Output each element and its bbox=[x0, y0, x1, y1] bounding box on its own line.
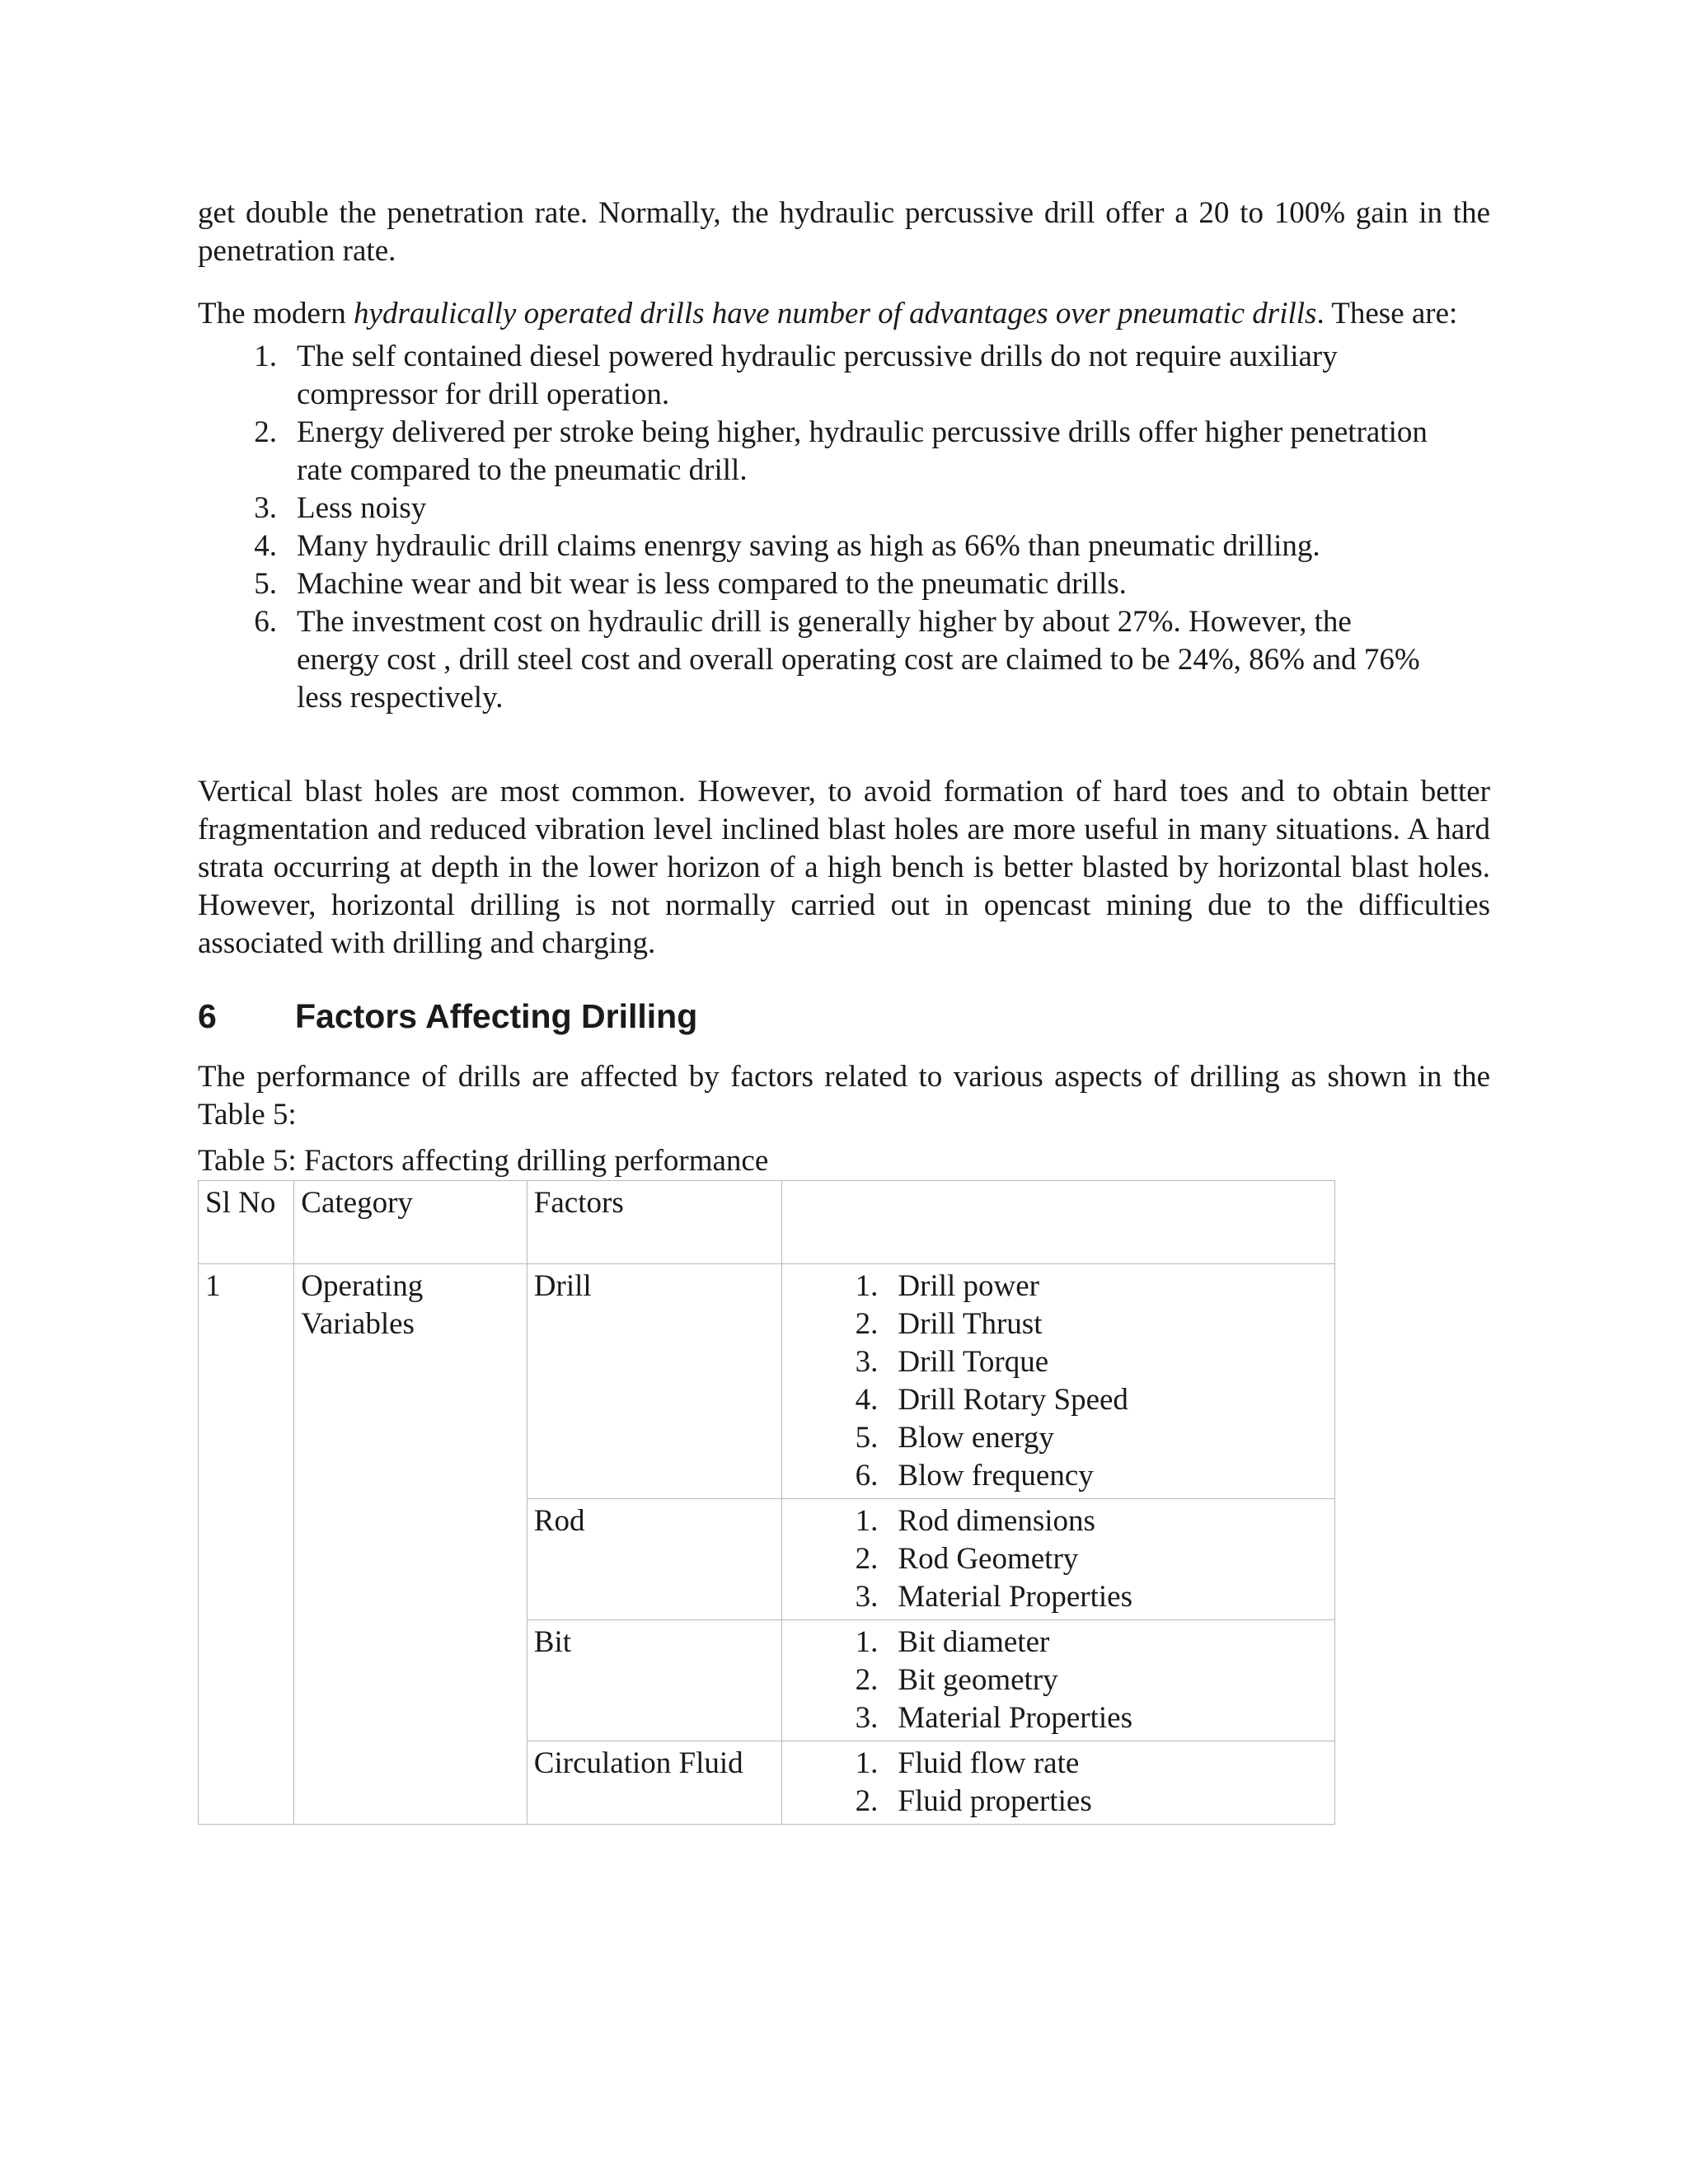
table-header-row bbox=[199, 1181, 1335, 1264]
header-factors: Factors bbox=[527, 1181, 782, 1264]
cell-factor-items bbox=[782, 1620, 1335, 1741]
header-sl-no: Sl No bbox=[199, 1181, 294, 1264]
list-item-text: Bit geometry bbox=[898, 1663, 1058, 1697]
list-item bbox=[241, 338, 1490, 414]
list-item bbox=[241, 490, 1490, 527]
header-category: Category bbox=[294, 1181, 528, 1264]
factor-items-list bbox=[789, 1745, 1328, 1821]
list-item bbox=[842, 1502, 1328, 1540]
list-item bbox=[842, 1343, 1328, 1381]
list-item bbox=[842, 1457, 1328, 1495]
list-item-number: 2. bbox=[855, 1784, 879, 1818]
list-item-number: 4. bbox=[855, 1383, 879, 1417]
section-title: Factors Affecting Drilling bbox=[295, 997, 698, 1035]
list-item bbox=[842, 1624, 1328, 1661]
list-item-number: 1. bbox=[855, 1746, 879, 1780]
cell-category: Operating Variables bbox=[294, 1264, 528, 1825]
cell-factor: Bit bbox=[527, 1620, 782, 1741]
list-item-text: Machine wear and bit wear is less compared to the pneumatic drills. bbox=[297, 567, 1127, 601]
table-caption: Table 5: Factors affecting drilling performance bbox=[198, 1144, 769, 1178]
list-item-number: 2. bbox=[855, 1542, 879, 1576]
list-item bbox=[241, 527, 1490, 565]
section-heading bbox=[198, 996, 1490, 1037]
list-item bbox=[842, 1783, 1328, 1821]
intro-emphasis: hydraulically operated drills have number of advantages over pneumatic drills bbox=[354, 297, 1317, 330]
list-item-text: The investment cost on hydraulic drill is generally higher by about 27%. However, the energy cost , drill steel cost and overall operating cost are claimed to be 24%, 86% and 76% less respectively. bbox=[297, 605, 1420, 715]
list-item-number: 6. bbox=[855, 1459, 879, 1493]
list-item bbox=[842, 1578, 1328, 1616]
paragraph-blast-holes: Vertical blast holes are most common. However, to avoid formation of hard toes and to obtain better fragmentation and reduced vibration level inclined blast holes are more useful in many situations. A hard strata occurring at depth in the lower horizon of a high bench is better blasted by horizontal blast holes. However, horizontal drilling is not normally carried out in opencast mining due to the difficulties associated with drilling and charging. bbox=[198, 775, 1490, 960]
list-item-number: 2. bbox=[855, 1663, 879, 1697]
cell-factor-items bbox=[782, 1264, 1335, 1499]
list-item-number: 1. bbox=[855, 1504, 879, 1538]
factors-table bbox=[198, 1180, 1335, 1825]
list-item-text: Fluid flow rate bbox=[898, 1746, 1080, 1780]
list-item-number: 4. bbox=[254, 529, 277, 563]
list-item bbox=[842, 1381, 1328, 1419]
list-item bbox=[241, 565, 1490, 603]
factor-items-list bbox=[789, 1502, 1328, 1616]
paragraph-penetration-rate: get double the penetration rate. Normally, the hydraulic percussive drill offer a 20 to 100% gain in the penetration rate. bbox=[198, 196, 1490, 268]
list-item-number: 6. bbox=[254, 605, 277, 639]
list-item bbox=[241, 603, 1490, 717]
list-item-number: 3. bbox=[855, 1701, 879, 1735]
section-number: 6 bbox=[198, 997, 217, 1035]
list-item-number: 2. bbox=[254, 415, 277, 449]
list-item bbox=[842, 1305, 1328, 1343]
list-item bbox=[842, 1661, 1328, 1699]
advantages-list bbox=[198, 338, 1490, 717]
list-item-text: Drill Torque bbox=[898, 1345, 1049, 1379]
list-item bbox=[842, 1540, 1328, 1578]
list-item-number: 1. bbox=[855, 1269, 879, 1303]
list-item-text: Drill Rotary Speed bbox=[898, 1383, 1128, 1417]
list-item-text: Fluid properties bbox=[898, 1784, 1092, 1818]
list-item-number: 3. bbox=[855, 1345, 879, 1379]
list-item-number: 1. bbox=[254, 340, 277, 373]
table-row bbox=[199, 1264, 1335, 1499]
list-item-text: Blow frequency bbox=[898, 1459, 1094, 1493]
cell-factor-items bbox=[782, 1741, 1335, 1825]
paragraph-hydraulic-advantages-intro bbox=[198, 295, 1490, 333]
list-item-text: Drill power bbox=[898, 1269, 1040, 1303]
cell-factor: Rod bbox=[527, 1499, 782, 1620]
header-details bbox=[782, 1181, 1335, 1264]
intro-suffix: . These are: bbox=[1316, 297, 1458, 330]
document-page bbox=[198, 194, 1490, 1825]
factor-items-list bbox=[789, 1268, 1328, 1495]
list-item-text: Many hydraulic drill claims enenrgy saving as high as 66% than pneumatic drilling. bbox=[297, 529, 1320, 563]
list-item-number: 5. bbox=[254, 567, 277, 601]
list-item-text: Material Properties bbox=[898, 1701, 1133, 1735]
list-item-text: Energy delivered per stroke being higher, hydraulic percussive drills offer higher penetration rate compared to the pneumatic drill. bbox=[297, 415, 1428, 487]
list-item bbox=[842, 1268, 1328, 1305]
list-item bbox=[842, 1745, 1328, 1783]
paragraph-performance-intro: The performance of drills are affected by factors related to various aspects of drilling as shown in the Table 5: bbox=[198, 1060, 1490, 1132]
list-item-text: Rod dimensions bbox=[898, 1504, 1095, 1538]
list-item bbox=[241, 414, 1490, 490]
list-item-number: 2. bbox=[855, 1307, 879, 1341]
cell-factor-items bbox=[782, 1499, 1335, 1620]
list-item-number: 3. bbox=[855, 1580, 879, 1614]
list-item-text: Drill Thrust bbox=[898, 1307, 1043, 1341]
list-item-text: Less noisy bbox=[297, 491, 427, 525]
cell-sl-no: 1 bbox=[199, 1264, 294, 1825]
list-item-number: 3. bbox=[254, 491, 277, 525]
list-item-text: Blow energy bbox=[898, 1421, 1054, 1455]
list-item-text: Bit diameter bbox=[898, 1625, 1050, 1659]
intro-prefix: The modern bbox=[198, 297, 354, 330]
list-item-number: 5. bbox=[855, 1421, 879, 1455]
cell-factor: Circulation Fluid bbox=[527, 1741, 782, 1825]
cell-factor: Drill bbox=[527, 1264, 782, 1499]
list-item-text: Material Properties bbox=[898, 1580, 1133, 1614]
list-item-text: Rod Geometry bbox=[898, 1542, 1079, 1576]
list-item bbox=[842, 1419, 1328, 1457]
list-item-text: The self contained diesel powered hydraulic percussive drills do not require auxiliary compressor for drill operation. bbox=[297, 340, 1338, 411]
list-item-number: 1. bbox=[855, 1625, 879, 1659]
factor-items-list bbox=[789, 1624, 1328, 1737]
list-item bbox=[842, 1699, 1328, 1737]
